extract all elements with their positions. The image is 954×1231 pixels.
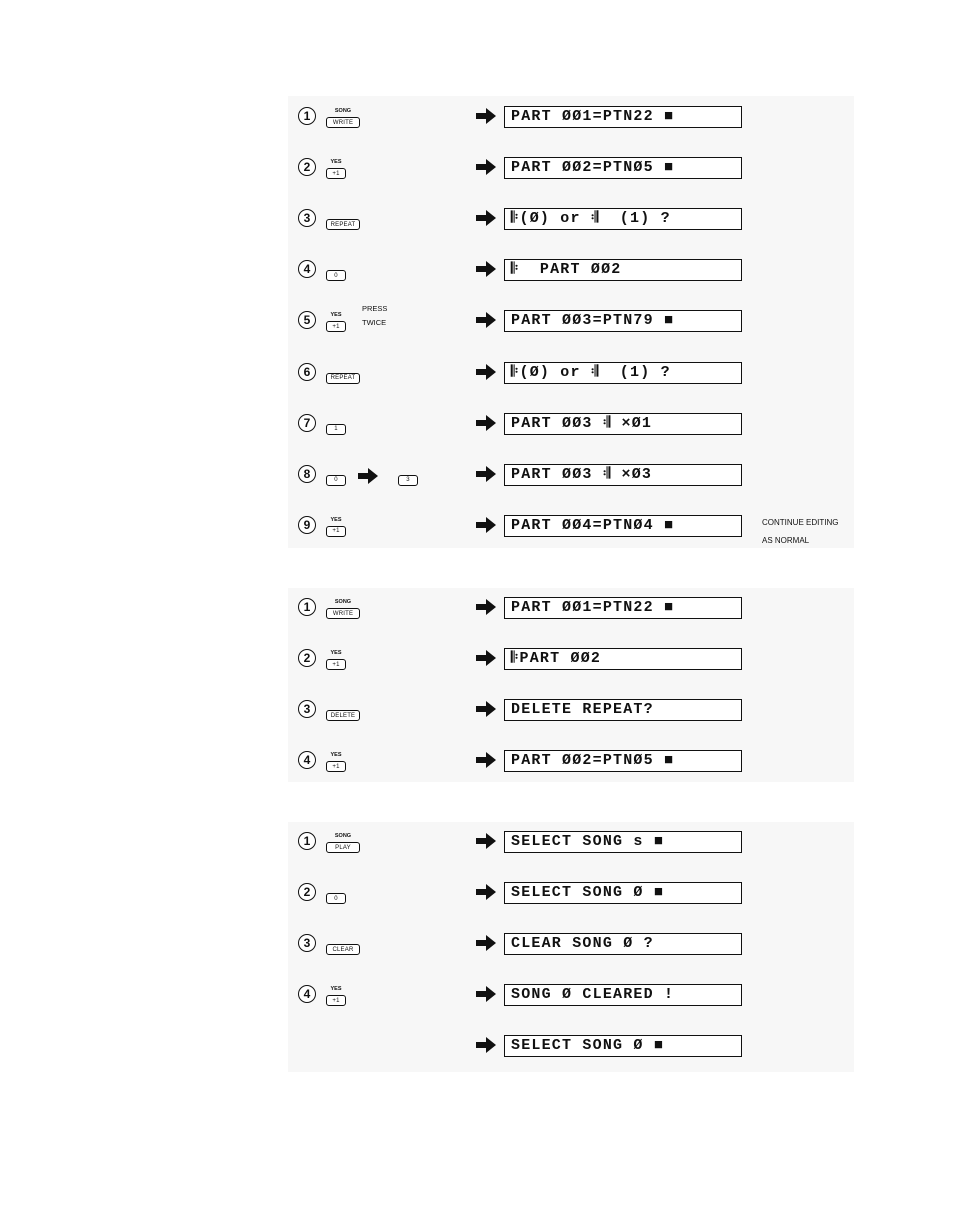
press-instruction: PRESS — [362, 304, 388, 314]
arrow-right-icon — [476, 108, 496, 124]
step-row — [298, 106, 744, 130]
step-number: 7 — [298, 414, 316, 432]
arrow-right-icon — [476, 986, 496, 1002]
step-number: 3 — [298, 209, 316, 227]
key-group — [326, 886, 346, 904]
lcd-display: SELECT SONG s ■ — [504, 831, 742, 853]
key-top-label: YES — [330, 986, 342, 992]
lcd-display: 𝄆 PART ØØ2 — [504, 259, 742, 281]
keypad-button[interactable]: +1 — [326, 659, 346, 670]
step-number: 8 — [298, 465, 316, 483]
arrow-right-icon — [476, 884, 496, 900]
key-group — [326, 988, 346, 1006]
keypad-button[interactable]: REPEAT — [326, 219, 360, 230]
lcd-display: PART ØØ3 𝄇 ×Ø1 — [504, 413, 742, 435]
key-group — [326, 516, 346, 537]
step-number: 2 — [298, 883, 316, 901]
step-number: 4 — [298, 260, 316, 278]
arrow-right-icon — [476, 210, 496, 226]
keypad-button[interactable]: REPEAT — [326, 373, 360, 384]
key-top-label: SONG — [334, 833, 352, 839]
arrow-right-icon — [476, 364, 496, 380]
lcd-display: PART ØØ2=PTNØ5 ■ — [504, 157, 742, 179]
arrow-right-icon — [476, 159, 496, 175]
keypad-button[interactable]: +1 — [326, 761, 346, 772]
side-note: CONTINUE EDITING — [762, 517, 839, 527]
arrow-right-icon — [476, 701, 496, 717]
key-group — [326, 652, 346, 670]
step-number: 6 — [298, 363, 316, 381]
key-top-label: YES — [330, 159, 342, 166]
lcd-display: PART ØØ1=PTN22 ■ — [504, 597, 742, 619]
key-group — [326, 754, 346, 772]
arrow-right-icon — [476, 752, 496, 768]
keypad-button[interactable]: 1 — [326, 424, 346, 435]
lcd-display: 𝄆PART ØØ2 — [504, 648, 742, 670]
lcd-display: 𝄆(Ø) or 𝄇 (1) ? — [504, 362, 742, 384]
lcd-display: PART ØØ1=PTN22 ■ — [504, 106, 742, 128]
step-number: 1 — [298, 598, 316, 616]
keypad-button[interactable]: +1 — [326, 995, 346, 1006]
press-instruction: TWICE — [362, 318, 387, 328]
key-top-label: SONG — [334, 599, 352, 605]
step-row — [298, 750, 744, 774]
keypad-button[interactable]: CLEAR — [326, 944, 360, 955]
lcd-display: CLEAR SONG Ø ? — [504, 933, 742, 955]
key-top-label: YES — [330, 516, 342, 523]
key-group — [326, 703, 360, 721]
step-number: 5 — [298, 311, 316, 329]
step-row — [298, 413, 744, 437]
step-row — [298, 984, 744, 1008]
key-group — [326, 835, 360, 853]
lcd-display: SONG Ø CLEARED ! — [504, 984, 742, 1006]
side-note: AS NORMAL — [762, 535, 810, 545]
lcd-display: DELETE REPEAT? — [504, 699, 742, 721]
arrow-right-icon — [476, 650, 496, 666]
key-group — [326, 212, 360, 230]
step-row — [298, 259, 744, 283]
arrow-right-icon — [358, 468, 378, 489]
step-row — [298, 882, 744, 906]
step-number: 1 — [298, 832, 316, 850]
lcd-display: PART ØØ3=PTN79 ■ — [504, 310, 742, 332]
keypad-button[interactable]: 0 — [326, 893, 346, 904]
keypad-button[interactable]: +1 — [326, 168, 346, 179]
key-top-label: YES — [330, 312, 342, 319]
step-row — [298, 1035, 744, 1059]
lcd-display: SELECT SONG Ø ■ — [504, 1035, 742, 1057]
step-number: 2 — [298, 158, 316, 176]
arrow-right-icon — [476, 261, 496, 277]
keypad-button[interactable]: DELETE — [326, 710, 360, 721]
keypad-button[interactable]: +1 — [326, 526, 346, 537]
arrow-right-icon — [476, 599, 496, 615]
step-row — [298, 831, 744, 855]
arrow-right-icon — [476, 517, 496, 533]
step-number: 3 — [298, 934, 316, 952]
step-row — [298, 362, 744, 386]
key-group — [326, 263, 346, 281]
keypad-button[interactable]: +1 — [326, 321, 346, 332]
lcd-display: PART ØØ4=PTNØ4 ■ — [504, 515, 742, 537]
key-group — [326, 110, 360, 128]
lcd-display: PART ØØ2=PTNØ5 ■ — [504, 750, 742, 772]
step-number: 3 — [298, 700, 316, 718]
key-top-label: YES — [330, 752, 342, 758]
step-number: 9 — [298, 516, 316, 534]
keypad-button[interactable]: WRITE — [326, 117, 360, 128]
key-group — [326, 601, 360, 619]
arrow-right-icon — [476, 935, 496, 951]
step-number: 1 — [298, 107, 316, 125]
step-row — [298, 157, 744, 181]
step-row — [298, 933, 744, 957]
key-group — [326, 366, 360, 384]
arrow-right-icon — [476, 466, 496, 482]
key-top-label: YES — [330, 650, 342, 656]
keypad-button[interactable]: WRITE — [326, 608, 360, 619]
key-group — [326, 417, 346, 435]
step-row — [298, 648, 744, 672]
step-row — [298, 597, 744, 621]
keypad-button[interactable]: 0 — [326, 270, 346, 281]
keypad-button[interactable]: PLAY — [326, 842, 360, 853]
arrow-right-icon — [476, 312, 496, 328]
lcd-display: SELECT SONG Ø ■ — [504, 882, 742, 904]
step-row — [298, 304, 744, 334]
arrow-right-icon — [476, 415, 496, 431]
key-group — [326, 314, 346, 332]
step-number: 2 — [298, 649, 316, 667]
step-row — [298, 699, 744, 723]
key-group — [326, 161, 346, 179]
arrow-right-icon — [476, 833, 496, 849]
keypad-button[interactable]: 3 — [398, 475, 418, 486]
lcd-display: 𝄆(Ø) or 𝄇 (1) ? — [504, 208, 742, 230]
key-group — [326, 937, 360, 955]
lcd-display: PART ØØ3 𝄇 ×Ø3 — [504, 464, 742, 486]
key-top-label: SONG — [334, 108, 352, 114]
keypad-button[interactable]: 0 — [326, 475, 346, 486]
key-group — [326, 468, 346, 486]
step-row — [298, 208, 744, 232]
step-row — [298, 464, 744, 488]
arrow-right-icon — [476, 1037, 496, 1053]
step-number: 4 — [298, 751, 316, 769]
step-row — [298, 515, 744, 539]
step-number: 4 — [298, 985, 316, 1003]
key-group — [398, 468, 418, 486]
